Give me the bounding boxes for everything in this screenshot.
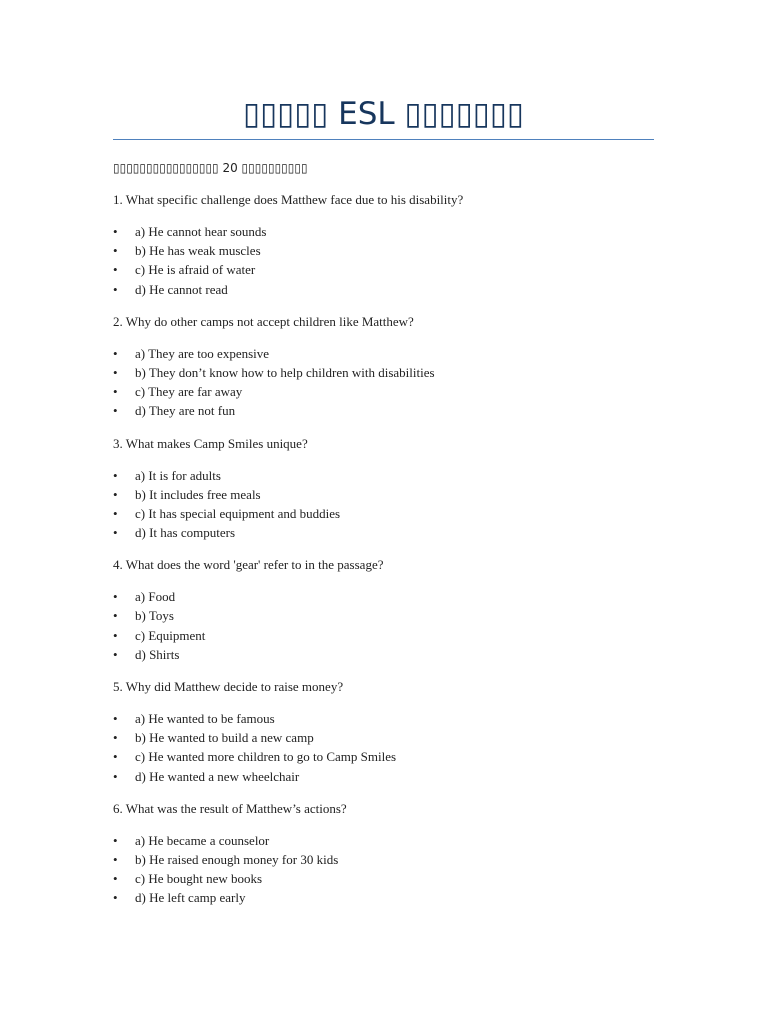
option-item: • a) He became a counselor	[113, 831, 673, 850]
option-list	[113, 344, 673, 421]
option-item: • b) Toys	[113, 606, 673, 625]
option-item: • c) He bought new books	[113, 869, 673, 888]
option-item: • d) He wanted a new wheelchair	[113, 767, 673, 786]
question-4	[113, 555, 673, 664]
page-title: ▯▯▯▯▯ ESL ▯▯▯▯▯▯▯	[243, 96, 524, 132]
bullet-icon: •	[113, 345, 118, 361]
option-item: • d) They are not fun	[113, 401, 673, 420]
question-list	[113, 190, 673, 921]
question-text: 6. What was the result of Matthew’s actions?	[113, 800, 347, 816]
question-text: 4. What does the word 'gear' refer to in the passage?	[113, 557, 384, 573]
option-list	[113, 466, 673, 543]
title-underline	[113, 139, 654, 140]
option-list	[113, 222, 673, 299]
bullet-icon: •	[113, 505, 118, 521]
option-item: • c) He is afraid of water	[113, 260, 673, 279]
option-item: • a) They are too expensive	[113, 344, 673, 363]
bullet-icon: •	[113, 467, 118, 483]
option-list	[113, 831, 673, 908]
bullet-icon: •	[113, 871, 118, 887]
option-item: • d) He left camp early	[113, 888, 673, 907]
bullet-icon: •	[113, 243, 118, 259]
bullet-icon: •	[113, 768, 118, 784]
question-5	[113, 677, 673, 786]
option-item: • b) They don’t know how to help children with disabilities	[113, 363, 673, 382]
bullet-icon: •	[113, 224, 118, 239]
option-item: • a) He wanted to be famous	[113, 709, 673, 728]
option-item: • b) He wanted to build a new camp	[113, 728, 673, 747]
question-text: 2. Why do other camps not accept children like Matthew?	[113, 313, 414, 329]
bullet-icon: •	[113, 364, 118, 380]
bullet-icon: •	[113, 281, 118, 297]
option-list	[113, 709, 673, 786]
bullet-icon: •	[113, 262, 118, 278]
option-item: • c) They are far away	[113, 382, 673, 401]
option-item: • c) Equipment	[113, 626, 673, 645]
bullet-icon: •	[113, 832, 118, 848]
option-list	[113, 587, 673, 664]
question-text: 5. Why did Matthew decide to raise money?	[113, 679, 344, 694]
option-item: • d) It has computers	[113, 523, 673, 542]
bullet-icon: •	[113, 589, 118, 605]
bullet-icon: •	[113, 608, 118, 624]
question-2	[113, 312, 673, 421]
option-item: • a) He cannot hear sounds	[113, 222, 673, 241]
option-item: • d) Shirts	[113, 645, 673, 664]
bullet-icon: •	[113, 627, 118, 643]
option-item: • b) It includes free meals	[113, 485, 673, 504]
bullet-icon: •	[113, 851, 118, 867]
bullet-icon: •	[113, 384, 118, 400]
bullet-icon: •	[113, 646, 118, 662]
question-text: 1. What specific challenge does Matthew face due to his disability?	[113, 192, 464, 207]
option-item: • b) He has weak muscles	[113, 241, 673, 260]
option-item: • c) It has special equipment and buddies	[113, 504, 673, 523]
bullet-icon: •	[113, 730, 118, 746]
bullet-icon: •	[113, 890, 118, 906]
bullet-icon: •	[113, 525, 118, 541]
option-item: • b) He raised enough money for 30 kids	[113, 850, 673, 869]
bullet-icon: •	[113, 711, 118, 726]
question-3	[113, 434, 673, 543]
bullet-icon: •	[113, 486, 118, 502]
question-text: 3. What makes Camp Smiles unique?	[113, 435, 308, 451]
instructions-text: ▯▯▯▯▯▯▯▯▯▯▯▯▯▯▯▯ 20 ▯▯▯▯▯▯▯▯▯▯	[113, 161, 308, 175]
option-item: • d) He cannot read	[113, 280, 673, 299]
bullet-icon: •	[113, 749, 118, 765]
option-item: • a) Food	[113, 587, 673, 606]
question-6	[113, 799, 673, 908]
bullet-icon: •	[113, 403, 118, 419]
option-item: • a) It is for adults	[113, 466, 673, 485]
question-1	[113, 190, 673, 299]
option-item: • c) He wanted more children to go to Camp Smiles	[113, 747, 673, 766]
